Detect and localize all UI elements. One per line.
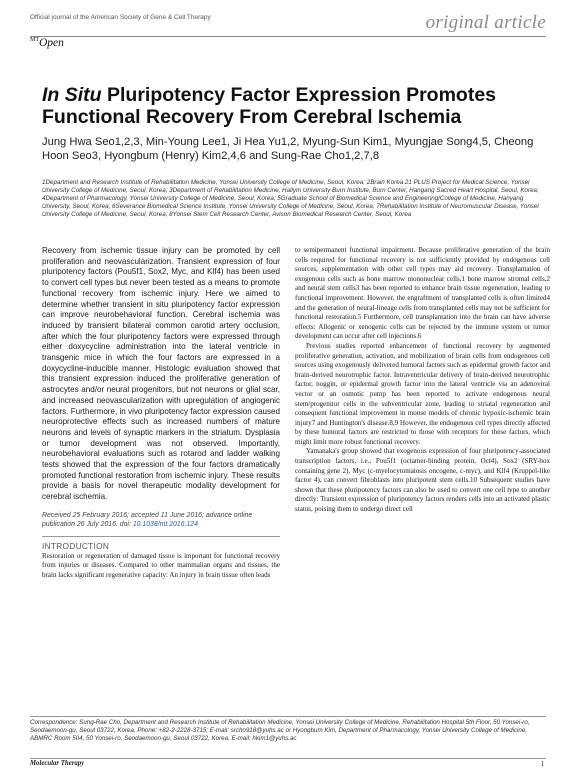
- footer-rule: [30, 758, 546, 759]
- section-divider: [42, 536, 280, 537]
- journal-name: Official journal of the American Society of Gene & Cell Therapy: [30, 14, 211, 21]
- brand-name: Open: [39, 37, 64, 49]
- header-rule: [30, 36, 546, 37]
- left-column: [42, 246, 280, 581]
- intro-heading: INTRODUCTION: [42, 540, 110, 551]
- doi-link[interactable]: 10.1038/mt.2016.124: [132, 520, 198, 528]
- body-paragraph-1: to semipermanent functional impairment. Because proliferative generation of the brain cells required for functional recovery is not sufficiently provided by endogenous cell sources, supplementation with other cell types may aid recovery. Transplantation of exogenous cells such as bone marrow mononuclear cells,1 bone marrow stromal cells,2 and neural stem cells3 has been reported to enhance brain tissue regeneration, leading to functional improvement. However, the engraftment of transplanted cells is often limited4 and the generation of neural-lineage cells from transplanted cells may not be sufficient for functional restoration.5 Furthermore, cell transplantation into the brain can have adverse effects: Allogenic or xenogenic cells can be rejected by the immune system or tumor development can occur after cell injections.6: [295, 246, 550, 341]
- title-rest: Pluripotency Factor Expression Promotes Functional Recovery From Cerebral Ischemia: [42, 84, 497, 128]
- brand-prefix: MT: [30, 37, 39, 44]
- abstract: Recovery from ischemic tissue injury can be promoted by cell proliferation and neovascularization. Transient expression of four pluripotency factors (Pou5f1, Sox2, Myc, and Klf4) has been used to convert cell types but never been tested as a means to promote functional recovery from ischemic injury. Here we aimed to determine whether transient in situ pluripotency factor expression can improve neurobehavioral function. Cerebral ischemia was induced by transient bilateral common carotid artery occlusion, after which the four pluripotency factors were expressed through either doxycycline administration into the lateral ventricle in transgenic mice in which the four factors are expressed in a doxycycline-inducible manner. Histologic evaluation showed that this transient expression induced the proliferative generation of astrocytes and/or neural progenitors, but not neurons or glial scar, and increased neovascularization with upregulation of angiogenic factors. Furthermore, in vivo pluripotency factor expression caused neuroprotective effects such as increased numbers of mature neurons and levels of synaptic markers in the striatum. Dysplasia or tumor development was not observed. Importantly, neurobehavioral evaluations such as rotarod and ladder walking tests showed that the expression of the four factors dramatically promoted functional restoration from ischemic injury. These results provide a basis for novel therapeutic modality development for cerebral ischemia.: [42, 246, 280, 502]
- brand-logo: [30, 37, 64, 49]
- author-list: Jung Hwa Seo1,2,3, Min-Young Lee1, Ji Hea Yu1,2, Myung-Sun Kim1, Myungjae Song4,5, Cheong Hoon Seo3, Hyongbum (Henry) Kim2,4,6 and Sung-Rae Cho1,2,7,8: [42, 136, 534, 162]
- title-italic: In Situ: [42, 84, 102, 106]
- received-dates: [42, 511, 280, 529]
- body-paragraph-2: Previous studies reported enhancement of functional recovery by augmented proliferative generation, activation, and mobilization of brain cells from endogenous cell sources using exogenously delivered humoral factors such as epidermal growth factor and brain-derived neurotrophic factor. Intraventricular delivery of brain-derived neurotrophic factor, noggin, or epidermal growth factor into the lateral ventricle via an adenoviral vector or an osmotic pump has been reported to activate endogenous neural stem/progenitor cells in the subventricular zone, leading to striatal regeneration and consequent functional improvement in mouse models of chronic hypoxic-ischemic brain injury7 and Huntington's disease.8,9 However, the endogenous cell types directly affected by these humoral factors are restricted to those with receptors for these factors, which might limit more robust functional recovery.: [295, 341, 550, 446]
- received-text: Received 25 February 2016; accepted 11 June 2016; advance online publication 26 July 2016. doi:: [42, 511, 253, 528]
- right-column: [295, 246, 550, 515]
- page-number: 1: [540, 760, 544, 768]
- correspondence-rule: [30, 716, 546, 717]
- affiliations: 1Department and Research Institute of Rehabilitation Medicine, Yonsei University College of Medicine, Seoul, Korea; 2Brain Korea 21 PLUS Project for Medical Science, Yonsei University College of Medicine, Seoul, Korea; 3Department of Rehabilitation Medicine, Hallym University Burn Institute, Burn Center, Hangang Sacred Heart Hospital, Seoul, Korea; 4Department of Pharmacology, Yonsei University College of Medicine, Seoul, Korea; 5Graduate School of Biomedical Science and Engineering/College of Medicine, Hanyang University, Seoul, Korea; 6Severance Biomedical Science Institute, Yonsei University College of Medicine, Seoul, Korea; 7Rehabilitation Institute of Neuromuscular Disease, Yonsei University College of Medicine, Seoul, Korea; 8Yonsei Stem Cell Research Center, Avison Biomedical Research Center, Seoul, Korea: [42, 179, 539, 218]
- section-label: original article: [425, 12, 546, 33]
- article-title: [42, 84, 552, 128]
- intro-paragraph: Restoration or regeneration of damaged tissue is important for functional recovery from injuries or diseases. Compared to other mammalian organs and tissues, the brain lacks significant regenerative capacity: An injury in brain tissue often leads: [42, 551, 280, 580]
- footer-journal: Molecular Therapy: [30, 760, 85, 767]
- correspondence: Correspondence: Sung-Rae Cho, Department and Research Institute of Rehabilitation Medicine, Yonsei University College of Medicine, Rehabilitation Hospital 5th Floor, 50 Yonsei-ro, Seodaemoon-gu, Seoul 03722, Korea. Phone: +82-2-2228-3715; E-mail: srcho918@yuhs.ac or Hyongbum Kim, Department of Pharmacology, Yonsei University College of Medicine, ABMRC Room 504, 50 Yonsei-ro, Seodaemoon-gu, Seoul 03722, Korea. E-mail: hkim1@yuhs.ac: [30, 719, 530, 743]
- body-paragraph-3: Yamanaka's group showed that exogenous expression of four pluripotency-associated transcription factors, i.e., Pou5f1 (octamer-binding protein, Oct4), Sox2 (SRY-box containing gene 2), Myc (c-myelocytomatosis oncogene, c-myc), and Klf4 (Kruppel-like factor 4), can convert fibroblasts into pluripotent stem cells.10 Subsequent studies have shown that these pluripotency factors can also be used to convert one cell type to another directly: Transient expression of pluripotency factors renders cells into an activated plastic status, poising them to undergo direct cell: [295, 447, 550, 514]
